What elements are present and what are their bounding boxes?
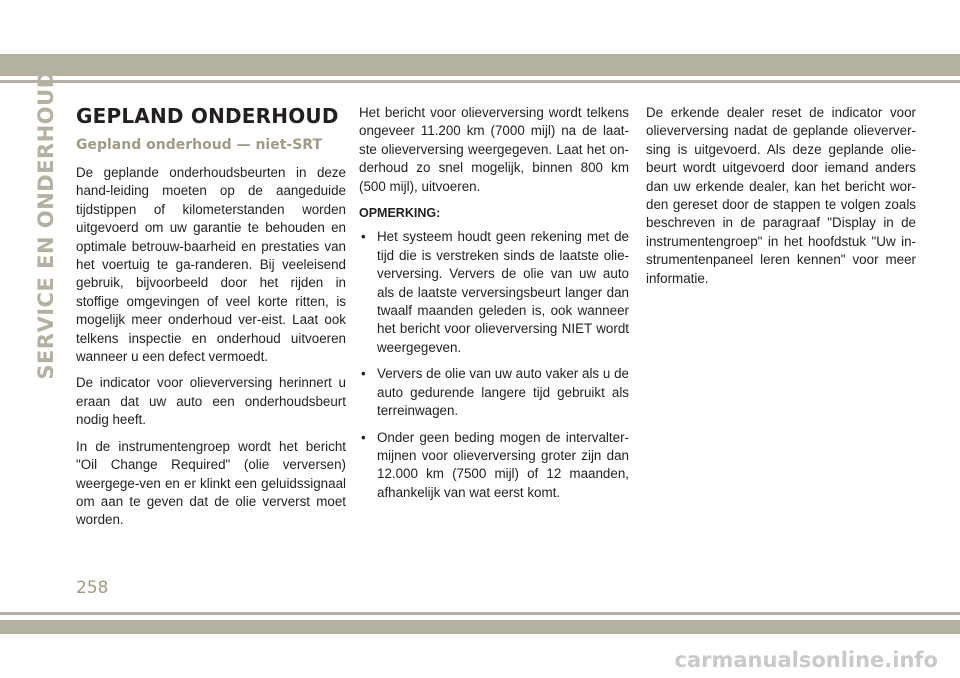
footer-bar bbox=[0, 620, 960, 634]
header-bar bbox=[0, 54, 960, 76]
note-label: OPMERKING: bbox=[359, 206, 441, 221]
paragraph: Het bericht voor olieverversing wordt telkens ongeveer 11.200 km (7000 mijl) na de laat-ste olieverversing weergegeven. Laat het on-derhoud zo snel mogelijk, binnen 800 km (500 mijl), uitvoeren. bbox=[359, 105, 629, 194]
column-1 bbox=[76, 100, 346, 538]
page-number: 258 bbox=[76, 578, 109, 598]
list-item bbox=[359, 365, 629, 420]
paragraph: De erkende dealer reset de indicator voor olieverversing nadat de geplande olieverver-sing is uitgevoerd. Als deze geplande olie-beurt wordt uitgevoerd door iemand anders dan uw erkende dealer, kan het bericht wor-den gereset door de stappen te volgen zoals beschreven in de paragraaf "Display in de instrumentengroep" in het hoofdstuk "Uw in-strumentenpaneel leren kennen" voor meer informatie. bbox=[646, 105, 916, 286]
paragraph: De indicator voor olieverversing herinnert u eraan dat uw auto een onderhoudsbeurt nodig heeft. bbox=[76, 375, 346, 428]
section-side-tab bbox=[33, 70, 59, 380]
list-item bbox=[359, 429, 629, 503]
bullet-icon: • bbox=[361, 429, 366, 445]
list-item-text: Ververs de olie van uw auto vaker als u de auto gedurende langere tijd gebruikt als terreinwagen. bbox=[377, 366, 629, 419]
bullet-icon: • bbox=[361, 366, 366, 382]
header-rule bbox=[0, 80, 960, 83]
bullet-list bbox=[359, 228, 629, 502]
list-item bbox=[359, 228, 629, 357]
section-side-tab-label: SERVICE EN ONDERHOUD bbox=[34, 70, 58, 380]
page-title: GEPLAND ONDERHOUD bbox=[76, 104, 339, 128]
list-item-text: Onder geen beding mogen de intervalter-mijnen voor olieverversing groter zijn dan 12.000 km (7500 mijl) of 12 maanden, afhankelijk van wat eerst komt. bbox=[377, 429, 629, 500]
section-subtitle: Gepland onderhoud — niet-SRT bbox=[76, 137, 322, 153]
column-2 bbox=[359, 104, 629, 510]
column-3 bbox=[646, 104, 916, 296]
watermark: carmanualsonline.info bbox=[674, 648, 938, 672]
top-margin bbox=[0, 0, 960, 50]
paragraph: De geplande onderhoudsbeurten in deze hand-leiding moeten op de aangeduide tijdstippen of kilometerstanden worden uitgevoerd om uw garantie te behouden en optimale betrouw-baarheid en prestaties van het voertuig te ga-randeren. Bij veeleisend gebruik, bijvoorbeeld door het rijden in stoffige omgevingen of veel korte ritten, is mogelijk meer onderhoud ver-eist. Laat ook telkens inspectie en onderhoud uitvoeren wanneer u een defect vermoedt. bbox=[76, 165, 346, 365]
paragraph: In de instrumentengroep wordt het bericht "Oil Change Required" (olie verversen) weergege-ven en er klinkt een geluidssignaal om aan te geven dat de olie ververst moet worden. bbox=[76, 438, 346, 528]
footer-rule bbox=[0, 612, 960, 615]
bullet-icon: • bbox=[361, 229, 366, 245]
list-item-text: Het systeem houdt geen rekening met de tijd die is verstreken sinds de laatste olie-verversing. Ververs de olie van uw auto als de laatste verversingsbeurt langer dan twaalf maanden geleden is, ook wanneer het bericht voor olieverversing NIET wordt weergegeven. bbox=[377, 229, 629, 355]
